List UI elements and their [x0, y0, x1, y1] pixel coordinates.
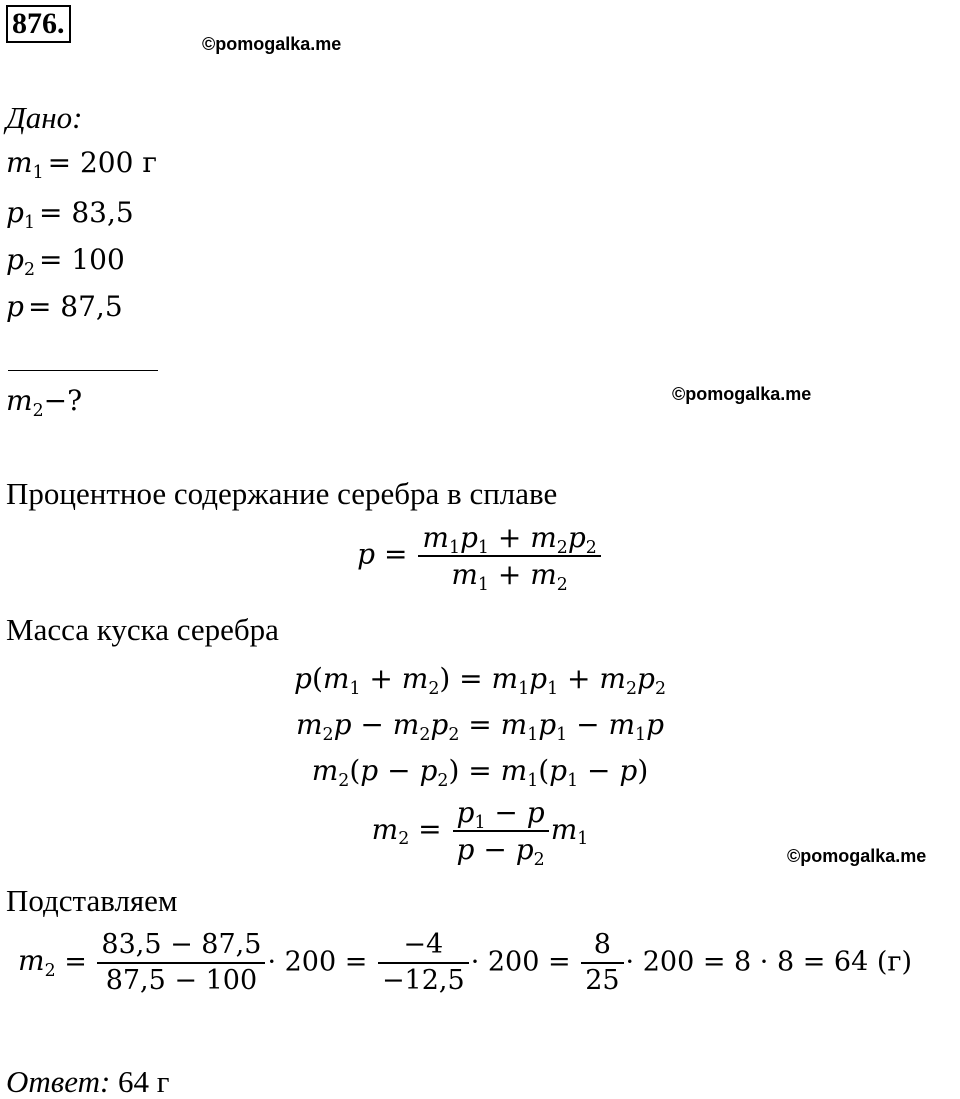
calc-denominator-1: 87,5 − 100	[105, 964, 258, 996]
given-find-text: −?	[43, 384, 83, 417]
formula-percent: p = $\frac{m1p1 + m2p2}{m1 + m2}$	[0, 520, 960, 592]
section-heading: Масса куска серебра	[6, 612, 279, 647]
given-p-value: = 87,5	[27, 290, 123, 323]
given-p1: p1 = 83,5	[6, 196, 134, 233]
calc-numerator-2: −4	[378, 928, 469, 964]
formula-calculation: m2 = $\frac{83,5 - 87,5}{87,5 - 100}$ · 200 = $\frac{-4}{-12,5}$ · 200 = $\frac{8}{25}$ · 200 = 8 · 8 = 64 (г)	[18, 929, 913, 996]
calc-text-3: · 200 = 8 · 8 = 64 (г)	[625, 946, 913, 978]
calc-numerator-1: 83,5 − 87,5	[97, 928, 265, 964]
calc-text-1: · 200 =	[267, 946, 368, 978]
given-p: p = 87,5	[6, 290, 123, 323]
formula-step-2: m2p − m2p2 = m1p1 − m1p	[295, 708, 665, 745]
calc-text-2: · 200 =	[470, 946, 571, 978]
watermark: ©pomogalka.me	[787, 846, 927, 866]
given-p2-value: = 100	[38, 243, 125, 276]
given-divider	[8, 370, 158, 371]
calc-denominator-3: 25	[585, 964, 620, 996]
given-m1: m1 = 200 г	[6, 146, 157, 183]
given-heading: Дано:	[6, 100, 83, 135]
answer-value: 64 г	[118, 1064, 170, 1099]
calc-numerator-3: 8	[581, 928, 623, 964]
section-heading: Процентное содержание серебра в сплаве	[6, 476, 558, 511]
given-p1-value: = 83,5	[38, 196, 134, 229]
formula-step-3: m2(p − p2) = m1(p1 − p)	[311, 754, 649, 791]
formula-step-4: m2 = $\frac{p1 - p}{p - p2}$ m1	[371, 796, 589, 870]
calc-denominator-2: −12,5	[381, 964, 465, 996]
problem-number: 876.	[6, 5, 71, 43]
watermark: ©pomogalka.me	[672, 384, 812, 404]
given-find: m2−?	[6, 384, 83, 421]
answer-label: Ответ:	[6, 1064, 111, 1099]
formula-step-1: p(m1 + m2) = m1p1 + m2p2	[294, 662, 666, 699]
watermark: ©pomogalka.me	[202, 34, 342, 54]
answer	[6, 1066, 170, 1097]
given-p2: p2 = 100	[6, 243, 125, 280]
section-heading: Подставляем	[6, 883, 178, 918]
given-m1-value: = 200 г	[47, 146, 157, 179]
